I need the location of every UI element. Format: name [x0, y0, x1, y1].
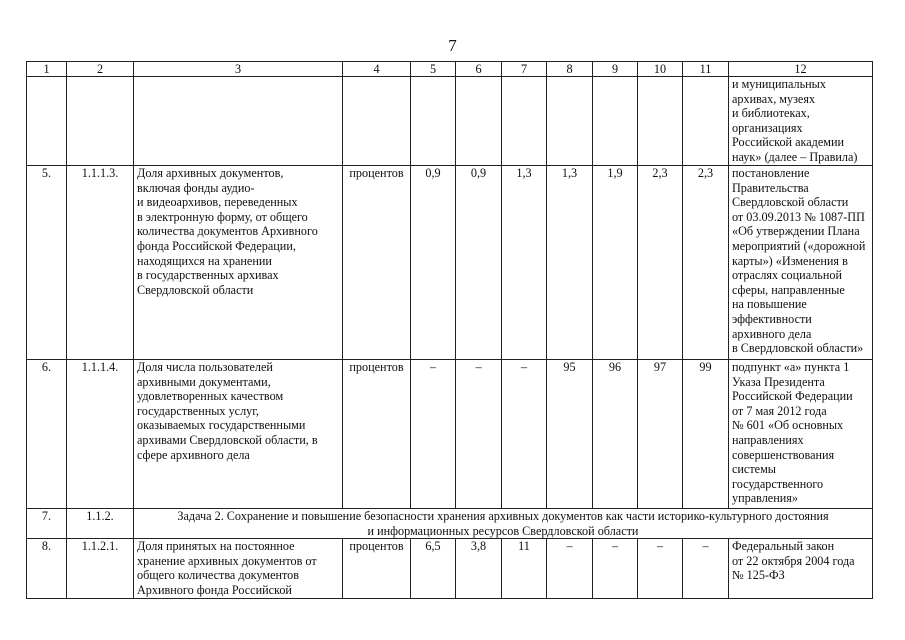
- page-number: 7: [448, 36, 457, 55]
- value-cell: 3,8: [456, 539, 502, 598]
- unit-cell: процентов: [343, 166, 411, 360]
- value-cell: –: [411, 360, 456, 509]
- value-cell: 0,9: [411, 166, 456, 360]
- value-cell: 2,3: [638, 166, 683, 360]
- value-cell: [547, 77, 593, 166]
- source-document: Федеральный закон от 22 октября 2004 года № 125-ФЗ: [729, 539, 873, 598]
- value-cell: 99: [683, 360, 729, 509]
- indicators-table: [26, 61, 873, 599]
- column-number: 5: [411, 62, 456, 77]
- column-number: 4: [343, 62, 411, 77]
- column-number: 9: [593, 62, 638, 77]
- value-cell: –: [547, 539, 593, 598]
- row-number: 5.: [27, 166, 67, 360]
- indicator-code: 1.1.1.3.: [67, 166, 134, 360]
- value-cell: –: [683, 539, 729, 598]
- source-document: подпункт «а» пункта 1 Указа Президента Российской Федерации от 7 мая 2012 года № 601 «Об основных направлениях совершенствования системы государственного управления»: [729, 360, 873, 509]
- indicator-name: Доля архивных документов, включая фонды аудио- и видеоархивов, переведенных в электронную форму, от общего количества документов Архивного фонда Российской Федерации, находящихся на хранении в государственных архивах Свердловской области: [134, 166, 343, 360]
- column-number: 7: [502, 62, 547, 77]
- table-row: [27, 166, 873, 360]
- value-cell: 1,9: [593, 166, 638, 360]
- indicator-code: [67, 77, 134, 166]
- indicator-code: 1.1.2.: [67, 509, 134, 539]
- indicator-code: 1.1.2.1.: [67, 539, 134, 598]
- value-cell: –: [593, 539, 638, 598]
- source-document: постановление Правительства Свердловской области от 03.09.2013 № 1087-ПП «Об утверждении Плана мероприятий («дорожной карты») «Изменения в отраслях социальной сферы, направленные на повышение эффективности архивного дела в Свердловской области»: [729, 166, 873, 360]
- indicator-code: 1.1.1.4.: [67, 360, 134, 509]
- value-cell: 97: [638, 360, 683, 509]
- table-row: [27, 360, 873, 509]
- value-cell: 0,9: [456, 166, 502, 360]
- value-cell: –: [502, 360, 547, 509]
- source-document: и муниципальных архивах, музеях и библиотеках, организациях Российской академии наук» (далее – Правила): [729, 77, 873, 166]
- task-row: [27, 509, 873, 539]
- column-number: 6: [456, 62, 502, 77]
- value-cell: [638, 77, 683, 166]
- value-cell: –: [456, 360, 502, 509]
- unit-cell: процентов: [343, 539, 411, 598]
- value-cell: [593, 77, 638, 166]
- column-number: 2: [67, 62, 134, 77]
- value-cell: 1,3: [502, 166, 547, 360]
- task-heading: Задача 2. Сохранение и повышение безопасности хранения архивных документов как части историко-культурного достояния и информационных ресурсов Свердловской области: [134, 509, 873, 539]
- value-cell: [502, 77, 547, 166]
- value-cell: [411, 77, 456, 166]
- value-cell: 11: [502, 539, 547, 598]
- column-number: 11: [683, 62, 729, 77]
- value-cell: [683, 77, 729, 166]
- indicator-name: [134, 77, 343, 166]
- column-number: 12: [729, 62, 873, 77]
- value-cell: [456, 77, 502, 166]
- row-number: 7.: [27, 509, 67, 539]
- unit-cell: [343, 77, 411, 166]
- value-cell: 95: [547, 360, 593, 509]
- value-cell: 2,3: [683, 166, 729, 360]
- column-number: 1: [27, 62, 67, 77]
- value-cell: 1,3: [547, 166, 593, 360]
- row-number: 6.: [27, 360, 67, 509]
- column-number: 3: [134, 62, 343, 77]
- indicator-name: Доля числа пользователей архивными документами, удовлетворенных качеством государственных услуг, оказываемых государственными архивами Свердловской области, в сфере архивного дела: [134, 360, 343, 509]
- table-row: [27, 539, 873, 598]
- value-cell: 6,5: [411, 539, 456, 598]
- value-cell: 96: [593, 360, 638, 509]
- column-number: 8: [547, 62, 593, 77]
- value-cell: –: [638, 539, 683, 598]
- column-number: 10: [638, 62, 683, 77]
- unit-cell: процентов: [343, 360, 411, 509]
- table-row: [27, 77, 873, 166]
- row-number: 8.: [27, 539, 67, 598]
- column-number-row: [27, 62, 873, 77]
- indicator-name: Доля принятых на постоянное хранение архивных документов от общего количества документов Архивного фонда Российской: [134, 539, 343, 598]
- row-number: [27, 77, 67, 166]
